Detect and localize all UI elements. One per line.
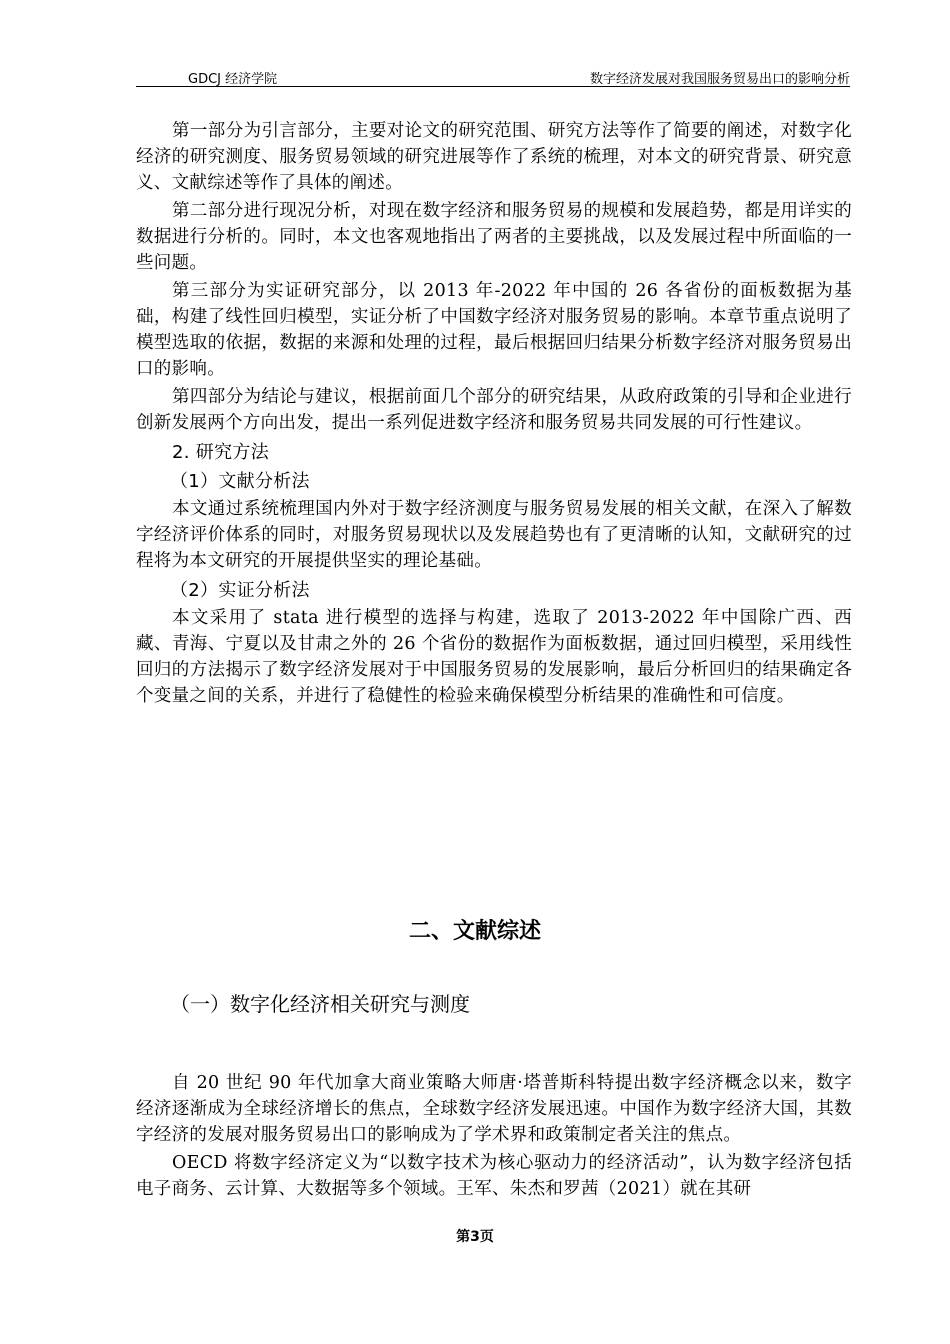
literature-review-body (136, 1070, 852, 1204)
heading-literature-analysis: （1）文献分析法 (170, 471, 310, 492)
paragraph-oecd-definition: OECD 将数字经济定义为“以数字技术为核心驱动力的经济活动”，认为数字经济包括电子商务、云计算、大数据等多个领域。王军、朱杰和罗茜（2021）就在其研 (136, 1153, 852, 1199)
section-title: （一）数字化经济相关研究与测度 (170, 992, 470, 1016)
header-thesis-title: 数字经济发展对我国服务贸易出口的影响分析 (589, 72, 850, 87)
page-number: 第3页 (456, 1229, 494, 1245)
paragraph-part-one: 第一部分为引言部分，主要对论文的研究范围、研究方法等作了简要的阐述，对数字化经济的研究测度、服务贸易领域的研究进展等作了系统的梳理，对本文的研究背景、研究意义、文献综述等作了具体的阐述。 (136, 121, 852, 193)
heading-empirical-analysis: （2）实证分析法 (170, 580, 310, 601)
paragraph-empirical-analysis: 本文采用了 stata 进行模型的选择与构建，选取了 2013-2022 年中国除广西、西藏、青海、宁夏以及甘肃之外的 26 个省份的数据作为面板数据，通过回归模型，采用线性回归的方法揭示了数字经济发展对于中国服务贸易的发展影响，最后分析回归的结果确定各个变量之间的关系，并进行了稳健性的检验来确保模型分析结果的准确性和可信度。 (136, 608, 852, 706)
intro-structure-section (136, 118, 852, 711)
paragraph-part-three: 第三部分为实证研究部分，以 2013 年-2022 年中国的 26 各省份的面板数据为基础，构建了线性回归模型，实证分析了中国数字经济对服务贸易的影响。本章节重点说明了模型选取的依据，数据的来源和处理的过程，最后根据回归结果分析数字经济对服务贸易出口的影响。 (136, 281, 852, 379)
paragraph-digital-economy-origin: 自 20 世纪 90 年代加拿大商业策略大师唐·塔普斯科特提出数字经济概念以来，数字经济逐渐成为全球经济增长的焦点，全球数字经济发展迅速。中国作为数字经济大国，其数字经济的发展对服务贸易出口的影响成为了学术界和政策制定者关注的焦点。 (136, 1073, 852, 1145)
page-header (136, 64, 850, 87)
paragraph-part-two: 第二部分进行现况分析，对现在数字经济和服务贸易的规模和发展趋势，都是用详实的数据进行分析的。同时，本文也客观地指出了两者的主要挑战，以及发展过程中所面临的一些问题。 (136, 201, 852, 273)
paragraph-part-four: 第四部分为结论与建议，根据前面几个部分的研究结果，从政府政策的引导和企业进行创新发展两个方向出发，提出一系列促进数字经济和服务贸易共同发展的可行性建议。 (136, 387, 852, 433)
chapter-title: 二、文献综述 (408, 919, 541, 944)
paragraph-literature-analysis: 本文通过系统梳理国内外对于数字经济测度与服务贸易发展的相关文献，在深入了解数字经济评价体系的同时，对服务贸易现状以及发展趋势也有了更清晰的认知，文献研究的过程将为本文研究的开展提供坚实的理论基础。 (136, 499, 852, 571)
header-school: GDCJ 经济学院 (188, 72, 278, 87)
heading-research-methods: 2. 研究方法 (172, 442, 269, 463)
